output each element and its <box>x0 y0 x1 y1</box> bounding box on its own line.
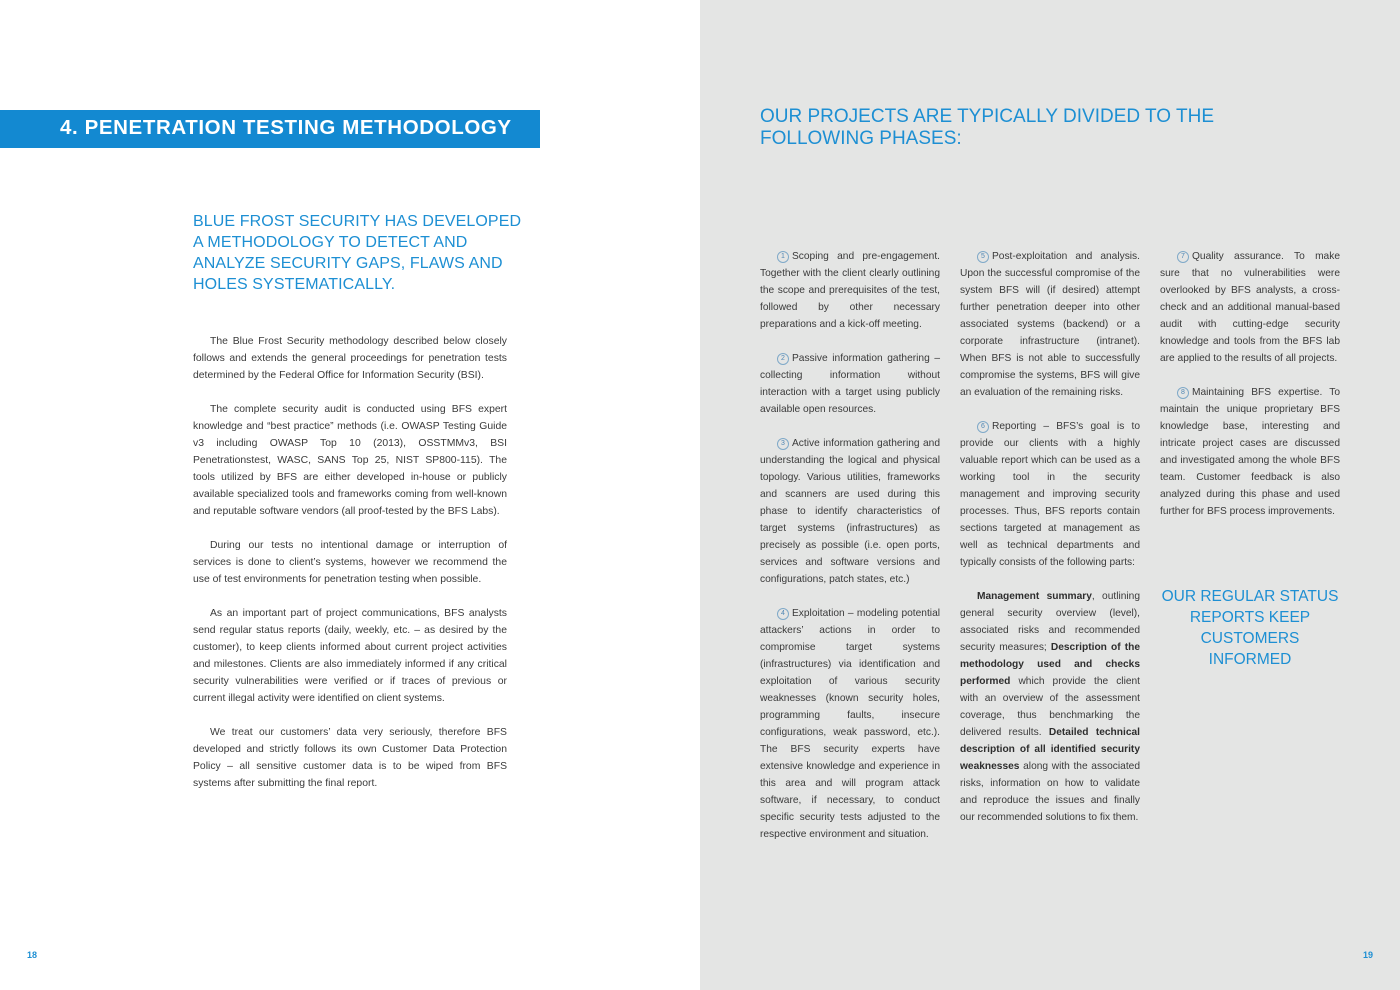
paragraph: During our tests no intentional damage or interruption of services is done to client’s systems, however we recommend the use of test environments for penetration testing when possible. <box>193 540 507 585</box>
paragraph: The complete security audit is conducted using BFS expert knowledge and “best practice” methods (i.e. OWASP Testing Guide v3 including OWASP Top 10 (2013), OSSTMMv3, BSI Penetrationstest, WASC, SANS Top 25, NIST SP800-115). The tools utilized by BFS are either developed in-house or publicly available specialized tools and frameworks coming from well-known and reputable software vendors (all proof-tested by the BFS Labs). <box>193 404 507 517</box>
phase-text: Exploitation – modeling potential attackers’ actions in order to compromise target systems (infrastructures) via identification and exploitation of various security weaknesses (known security holes, programming faults, insecure configurations, weak password, etc.). The BFS security experts have extensive knowledge and experience in this area and will program attack software, if necessary, to conduct specific security tests adjusted to the respective environment and situation. <box>760 608 940 840</box>
phases-column-2 <box>960 248 1140 843</box>
phase-item <box>960 248 1140 401</box>
pull-quote: OUR REGULAR STATUS REPORTS KEEP CUSTOMERS INFORMED <box>1161 588 1339 668</box>
phase-item <box>760 435 940 588</box>
phase-item <box>760 350 940 418</box>
report-part-text: along with the associated risks, information on how to validate and reproduce the issues and finally our recommended solutions to fix them. <box>960 761 1140 823</box>
phase-item <box>760 248 940 333</box>
report-part-bold: Detailed technical description of all identified security weaknesses <box>960 727 1140 772</box>
phase-text: Post-exploitation and analysis. Upon the successful compromise of the system BFS will (if desired) attempt further penetration deeper into other associated systems (backend) or a corporate infrastructure (intranet). When BFS is not able to successfully compromise the systems, BFS will give an evaluation of the remaining risks. <box>960 251 1140 398</box>
phase-item <box>1160 248 1340 367</box>
phase-text: Maintaining BFS expertise. To maintain the unique proprietary BFS knowledge base, interesting and intricate project cases are discussed and investigated among the whole BFS team. Customer feedback is also analyzed during this phase and used further for BFS process improvements. <box>1160 387 1340 517</box>
report-part-bold: Description of the methodology used and checks performed <box>960 642 1140 687</box>
body-text <box>193 333 507 809</box>
report-parts <box>960 588 1140 826</box>
phase-item <box>1160 384 1340 520</box>
page-number: 19 <box>1363 950 1374 960</box>
right-page <box>700 0 1400 990</box>
page-number: 18 <box>27 950 38 960</box>
phases-column-3 <box>1160 248 1340 537</box>
phase-number-badge: 4 <box>777 608 789 620</box>
phase-number-badge: 7 <box>1177 251 1189 263</box>
phase-item <box>760 605 940 843</box>
phases-column-1 <box>760 248 940 860</box>
phase-text: Reporting – BFS’s goal is to provide our clients with a highly valuable report which can be used as a working tool in the security management and improving security processes. Thus, BFS reports contain sections targeted at management as well as technical departments and typically consists of the following parts: <box>960 421 1140 568</box>
phase-number-badge: 6 <box>977 421 989 433</box>
report-part-bold: Management summary <box>977 591 1092 602</box>
report-part-text: , outlining general security overview (level), associated risks and recommended security measures; <box>960 591 1140 653</box>
phase-text: Scoping and pre-engagement. Together with the client clearly outlining the scope and prerequisites of the test, followed by other necessary preparations and a kick-off meeting. <box>760 251 940 330</box>
phase-number-badge: 2 <box>777 353 789 365</box>
phase-item <box>960 418 1140 571</box>
phases-title: OUR PROJECTS ARE TYPICALLY DIVIDED TO THE FOLLOWING PHASES: <box>760 106 1215 149</box>
phase-text: Active information gathering and understanding the logical and physical topology. Various utilities, frameworks and scanners are used during this phase to identify characteristics of target systems (infrastructures) as precisely as possible (i.e. open ports, services and software versions and configurations, patch states, etc.) <box>760 438 940 585</box>
phase-text: Passive information gathering – collecting information without interaction with a target using publicly available open resources. <box>760 353 940 415</box>
phase-number-badge: 5 <box>977 251 989 263</box>
paragraph: The Blue Frost Security methodology described below closely follows and extends the general proceedings for penetration tests determined by the Federal Office for Information Security (BSI). <box>193 336 507 381</box>
paragraph: We treat our customers’ data very seriously, therefore BFS developed and strictly follows its own Customer Data Protection Policy – all sensitive customer data is to be wiped from BFS systems after submitting the final report. <box>193 727 507 789</box>
phase-number-badge: 8 <box>1177 387 1189 399</box>
phase-number-badge: 3 <box>777 438 789 450</box>
section-title: 4. PENETRATION TESTING METHODOLOGY <box>60 116 512 139</box>
report-part-text: which provide the client with an overview of the assessment coverage, thus benchmarking the delivered results. <box>960 676 1140 738</box>
phase-number-badge: 1 <box>777 251 789 263</box>
lead-heading: BLUE FROST SECURITY HAS DEVELOPED A METHODOLOGY TO DETECT AND ANALYZE SECURITY GAPS, FLAWS AND HOLES SYSTEMATICALLY. <box>193 213 522 293</box>
section-title-bar <box>0 110 540 148</box>
paragraph: As an important part of project communications, BFS analysts send regular status reports (daily, weekly, etc. – as desired by the customer), to keep clients informed about current project activities and milestones. Clients are also immediately informed if any critical security vulnerabilities were verified or if traces of previous or current illegal activity were identified on client systems. <box>193 608 507 704</box>
phase-text: Quality assurance. To make sure that no vulnerabilities were overlooked by BFS analysts, a cross-check and an additional manual-based audit with cutting-edge security knowledge and tools from the BFS lab are applied to the results of all projects. <box>1160 251 1340 364</box>
